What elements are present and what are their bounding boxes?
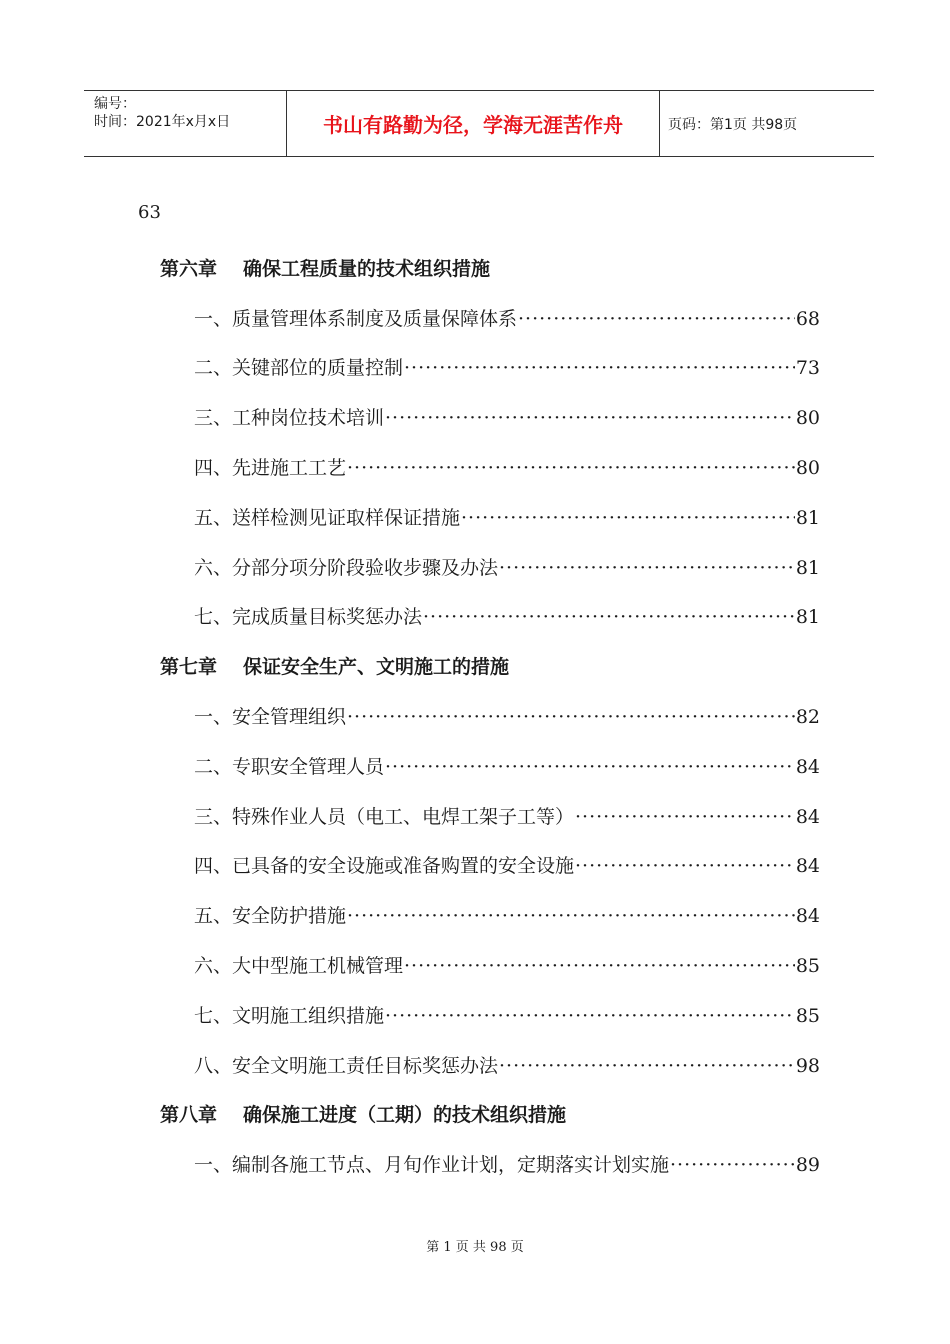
dot-leader — [385, 407, 795, 429]
toc-entry-page: 82 — [795, 706, 820, 728]
dot-leader — [404, 955, 795, 977]
toc-entry-page: 80 — [795, 457, 820, 479]
dot-leader — [575, 806, 795, 828]
toc-entry[interactable] — [194, 403, 820, 430]
header-motto: 书山有路勤为径，学海无涯苦作舟 — [286, 91, 660, 156]
dot-leader — [385, 1005, 795, 1027]
toc-entry-title: 四、已具备的安全设施或准备购置的安全设施 — [194, 855, 575, 877]
dot-leader — [385, 756, 795, 778]
toc-entry-page: 84 — [795, 905, 820, 927]
toc-entry-title: 六、分部分项分阶段验收步骤及办法 — [194, 557, 499, 579]
toc-entry-title: 三、特殊作业人员（电工、电焊工架子工等） — [194, 806, 575, 828]
toc-entry[interactable] — [194, 1001, 820, 1028]
toc-entry-page: 81 — [795, 557, 820, 579]
dot-leader — [499, 1055, 795, 1077]
toc-entry-title: 四、先进施工工艺 — [194, 457, 347, 479]
toc-entry-title: 五、送样检测见证取样保证措施 — [194, 507, 461, 529]
toc-entry-page: 89 — [795, 1154, 820, 1176]
toc-entry-title: 一、编制各施工节点、月旬作业计划，定期落实计划实施 — [194, 1154, 670, 1176]
page-footer: 第 1 页 共 98 页 — [426, 1240, 524, 1255]
dot-leader — [670, 1154, 795, 1176]
toc-entry-title: 一、质量管理体系制度及质量保障体系 — [194, 308, 518, 330]
toc-entry-page: 84 — [795, 756, 820, 778]
dot-leader — [423, 606, 795, 628]
document-header — [84, 90, 874, 157]
chapter-title: 确保施工进度（工期）的技术组织措施 — [243, 1104, 567, 1126]
toc-entry-title: 三、工种岗位技术培训 — [194, 407, 385, 429]
toc-entry[interactable] — [194, 1150, 820, 1177]
dot-leader — [347, 905, 795, 927]
toc-entry-title: 六、大中型施工机械管理 — [194, 955, 404, 977]
toc-entry[interactable] — [194, 453, 820, 480]
toc-entry[interactable] — [194, 752, 820, 779]
toc-entry[interactable] — [194, 304, 820, 331]
toc-entry-page: 81 — [795, 606, 820, 628]
dot-leader — [499, 557, 795, 579]
toc-entry-page: 81 — [795, 507, 820, 529]
toc-entry-title: 二、关键部位的质量控制 — [194, 357, 404, 379]
toc-entry-page: 84 — [795, 806, 820, 828]
toc-entry[interactable] — [194, 503, 820, 530]
toc-entry[interactable] — [194, 553, 820, 580]
toc-entry-title: 五、安全防护措施 — [194, 905, 347, 927]
chapter-number: 第八章 — [160, 1104, 218, 1126]
dot-leader — [347, 706, 795, 728]
toc-entry-title: 二、专职安全管理人员 — [194, 756, 385, 778]
dot-leader — [347, 457, 795, 479]
toc-entry[interactable] — [194, 901, 820, 928]
toc-chapter-heading[interactable] — [160, 1100, 566, 1127]
toc-entry-title: 八、安全文明施工责任目标奖惩办法 — [194, 1055, 499, 1077]
document-number-label: 编号： — [94, 96, 136, 112]
chapter-number: 第七章 — [160, 656, 218, 678]
chapter-number: 第六章 — [160, 258, 218, 280]
toc-entry-page: 84 — [795, 855, 820, 877]
toc-entry-page: 80 — [795, 407, 820, 429]
toc-entry-page: 98 — [795, 1055, 820, 1077]
toc-entry[interactable] — [194, 1051, 820, 1078]
dot-leader — [461, 507, 795, 529]
toc-entry-title: 七、完成质量目标奖惩办法 — [194, 606, 423, 628]
toc-chapter-heading[interactable] — [160, 652, 509, 679]
toc-entry-title: 一、安全管理组织 — [194, 706, 347, 728]
toc-entry[interactable] — [194, 702, 820, 729]
dot-leader — [404, 357, 795, 379]
header-meta — [84, 91, 286, 156]
toc-entry-page: 73 — [795, 357, 820, 379]
toc-entry[interactable] — [194, 602, 820, 629]
toc-chapter-heading[interactable] — [160, 254, 490, 281]
chapter-title: 保证安全生产、文明施工的措施 — [243, 656, 510, 678]
toc-entry-page: 85 — [795, 955, 820, 977]
dot-leader — [575, 855, 795, 877]
toc-entry-page: 85 — [795, 1005, 820, 1027]
toc-entry[interactable] — [194, 951, 820, 978]
toc-entry-page: 68 — [795, 308, 820, 330]
toc-entry[interactable] — [194, 851, 820, 878]
document-time: 时间：2021年x月x日 — [94, 114, 231, 130]
header-page-info: 页码：第1页 共98页 — [668, 116, 798, 133]
toc-entry[interactable] — [194, 353, 820, 380]
chapter-title: 确保工程质量的技术组织措施 — [243, 258, 491, 280]
toc-entry-title: 七、文明施工组织措施 — [194, 1005, 385, 1027]
lead-page-number: 63 — [138, 202, 161, 223]
dot-leader — [518, 308, 795, 330]
toc-entry[interactable] — [194, 802, 820, 829]
